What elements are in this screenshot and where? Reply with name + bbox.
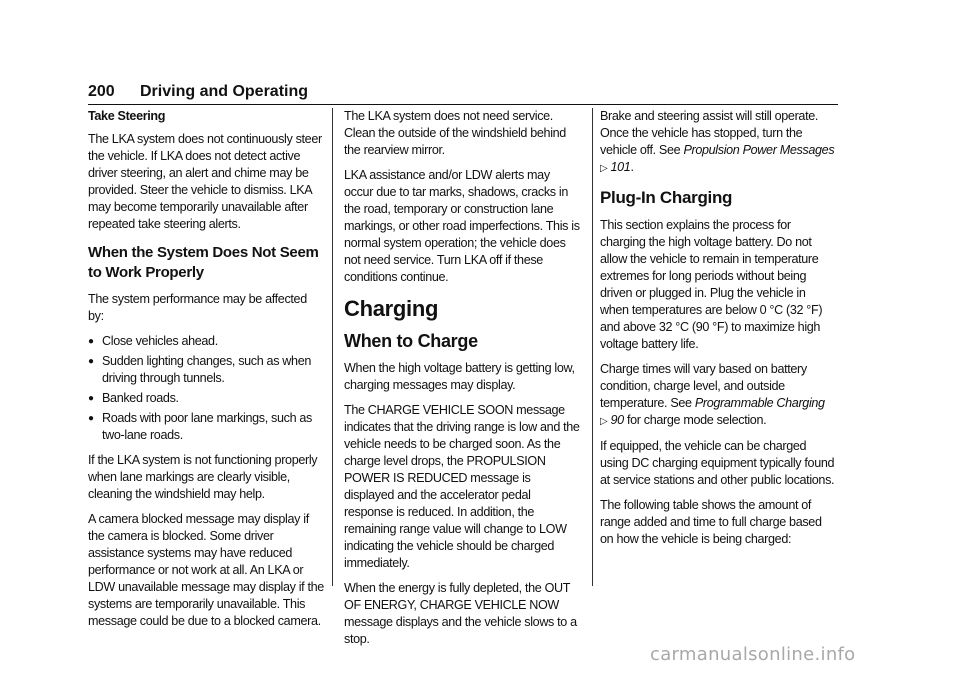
paragraph: If equipped, the vehicle can be charged using DC charging equipment typically found at service stations and other public locations. [600,439,835,487]
page-reference-arrow-icon: ▷ [600,163,608,174]
paragraph: Brake and steering assist will still operate. Once the vehicle has stopped, turn the vehicle off. See Propulsion Power Messages ▷ 101. [600,109,835,174]
section-title: Driving and Operating [140,83,309,100]
column-divider [592,108,593,586]
paragraph: The system performance may be affected by: [88,292,307,323]
paragraph: This section explains the process for charging the high voltage battery. Do not allow the vehicle to remain in temperature extremes for long periods without being driven or plugged in. Plug the vehicle in when temperatures are below 0 °C (32 °F) and above 32 °C (90 °F) to maximize high voltage battery life. [600,218,823,351]
heading-system-not-working: When the System Does Not Seem to Work Properly [88,244,319,281]
bullet-list [88,333,324,444]
paragraph: LKA assistance and/or LDW alerts may occur due to tar marks, shadows, cracks in the road, temporary or construction lane markings, or other road imperfections. This is normal system operation; the vehicle does not need service. Turn LKA off if these conditions continue. [344,168,580,284]
page-reference-arrow-icon: ▷ [600,416,608,427]
subheading-take-steering: Take Steering [88,109,166,123]
bullet-icon: ● [88,393,94,404]
column-2 [344,108,580,656]
bullet-icon: ● [88,356,94,367]
paragraph: The LKA system does not need service. Clean the outside of the windshield behind the rearview mirror. [344,109,566,157]
cross-reference-link[interactable]: Programmable Charging [694,396,825,410]
column-3 [600,108,836,556]
column-divider [332,108,333,586]
page-number: 200 [88,83,115,100]
list-item: ● Close vehicles ahead. [88,334,218,348]
watermark: carmanualsonline.info [650,644,856,665]
list-item: ● Banked roads. [88,391,179,405]
paragraph: Charge times will vary based on battery condition, charge level, and outside temperature. See Programmable Charging ▷ 90 for charge mode selection. [600,362,825,427]
paragraph: A camera blocked message may display if the camera is blocked. Some driver assistance systems may have reduced performance or not work at all. An LKA or LDW unavailable message may display if the systems are temporarily unavailable. This message could be due to a blocked camera. [88,512,324,628]
column-1 [88,108,324,638]
paragraph: The following table shows the amount of range added and time to full charge based on how the vehicle is being charged: [600,498,822,546]
paragraph: The LKA system does not continuously steer the vehicle. If LKA does not detect active driver steering, an alert and chime may be provided. Steer the vehicle to dismiss. LKA may become temporarily unavailable after repeated take steering alerts. [88,132,322,231]
bullet-icon: ● [88,413,94,424]
paragraph: The CHARGE VEHICLE SOON message indicates that the driving range is low and the vehicle needs to be charged soon. As the charge level drops, the PROPULSION POWER IS REDUCED message is displayed and the accelerator pedal response is reduced. In addition, the remaining range value will change to LOW indicating the vehicle should be charged immediately. [344,403,580,570]
list-item: ● Roads with poor lane markings, such as two-lane roads. [88,411,312,442]
list-item: ● Sudden lighting changes, such as when driving through tunnels. [88,354,311,385]
page-reference-number[interactable]: 90 [610,413,624,427]
paragraph: When the high voltage battery is getting low, charging messages may display. [344,361,575,392]
cross-reference-link[interactable]: Propulsion Power Messages [683,143,835,157]
heading-when-to-charge: When to Charge [344,331,478,351]
paragraph: If the LKA system is not functioning properly when lane markings are clearly visible, cleaning the windshield may help. [88,453,318,501]
heading-charging: Charging [344,296,439,321]
paragraph: When the energy is fully depleted, the OUT OF ENERGY, CHARGE VEHICLE NOW message displays and the vehicle slows to a stop. [344,581,577,646]
heading-plug-in-charging: Plug-In Charging [600,188,733,207]
page-reference-number[interactable]: 101 [610,160,631,174]
page-header [88,80,838,105]
bullet-icon: ● [88,336,94,347]
